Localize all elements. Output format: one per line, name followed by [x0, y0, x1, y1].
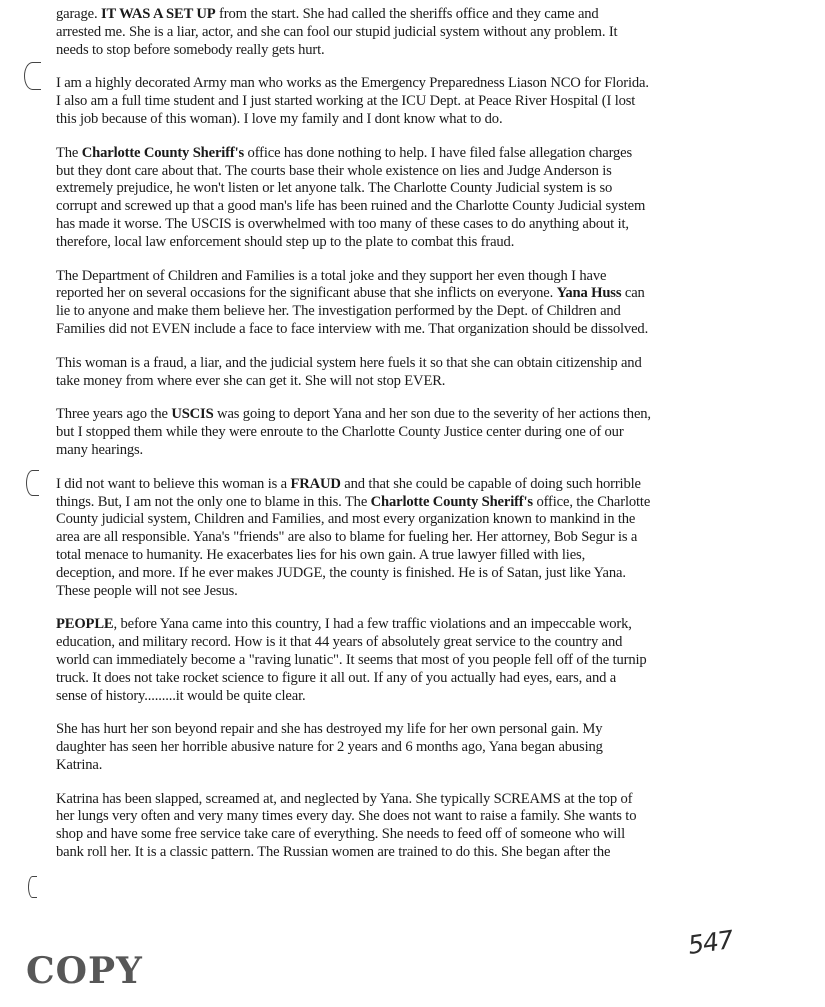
text-line: things. But, I am not the only one to blame in this. The Charlotte County Sheriff's office, the Charlotte: [56, 493, 651, 510]
text-line: her lungs very often and very many times every day. She does not want to raise a family. She wants to: [56, 808, 637, 825]
text-line: world can immediately become a "raving lunatic". It seems that most of you people fell off of the turnip: [56, 651, 647, 668]
text-line: Three years ago the USCIS was going to deport Yana and her son due to the severity of her actions then,: [56, 406, 651, 423]
paragraph: [56, 75, 716, 128]
text-line: This woman is a fraud, a liar, and the judicial system here fuels it so that she can obtain citizenship and: [56, 354, 642, 371]
text-line: The Charlotte County Sheriff's office has done nothing to help. I have filed false allegation charges: [56, 144, 633, 161]
text-line: but I stopped them while they were enroute to the Charlotte County Justice center during one of our: [56, 424, 624, 441]
letter-body: [56, 6, 716, 878]
text-line: shop and have some free service take care of everything. She needs to feed off of someone who will: [56, 826, 625, 843]
text-line: These people will not see Jesus.: [56, 582, 238, 599]
text-line: but they dont care about that. The courts base their whole existence on lies and Judge Anderson is: [56, 162, 612, 179]
text-line: She has hurt her son beyond repair and she has destroyed my life for her own personal gain. My: [56, 721, 603, 738]
punch-hole-mark: [24, 62, 41, 90]
text-line: I did not want to believe this woman is a FRAUD and that she could be capable of doing such horrible: [56, 475, 641, 492]
paragraph: [56, 406, 716, 459]
punch-hole-mark: [26, 470, 39, 496]
paragraph: [56, 721, 716, 774]
text-line: Katrina has been slapped, screamed at, and neglected by Yana. She typically SCREAMS at the top of: [56, 790, 633, 807]
text-line: therefore, local law enforcement should step up to the plate to combat this fraud.: [56, 233, 515, 250]
text-line: The Department of Children and Families is a total joke and they support her even though I have: [56, 267, 607, 284]
text-line: lie to anyone and make them believe her. The investigation performed by the Dept. of Children and: [56, 303, 621, 320]
paragraph: [56, 268, 716, 339]
punch-hole-mark: [28, 876, 37, 898]
text-line: I am a highly decorated Army man who works as the Emergency Preparedness Liason NCO for Florida.: [56, 75, 649, 92]
paragraph: [56, 355, 716, 391]
text-line: PEOPLE, before Yana came into this country, I had a few traffic violations and an impeccable work,: [56, 616, 632, 633]
text-line: Families did not EVEN include a face to face interview with me. That organization should be dissolved.: [56, 320, 649, 337]
paragraph: [56, 145, 716, 252]
text-line: this job because of this woman). I love my family and I dont know what to do.: [56, 110, 503, 127]
text-line: deception, and more. If he ever makes JUDGE, the county is finished. He is of Satan, just like Yana.: [56, 564, 626, 581]
copy-stamp: COPY: [26, 950, 143, 992]
text-line: truck. It does not take rocket science to figure it all out. If any of you actually had eyes, ears, and a: [56, 669, 617, 686]
text-line: education, and military record. How is it that 44 years of absolutely great service to the country and: [56, 634, 623, 651]
text-line: bank roll her. It is a classic pattern. The Russian women are trained to do this. She began after the: [56, 844, 611, 861]
text-line: extremely prejudice, he won't listen or let anyone talk. The Charlotte County Judicial system is so: [56, 180, 613, 197]
paragraph: [56, 476, 716, 601]
paragraph: [56, 616, 716, 705]
text-line: needs to stop before somebody really gets hurt.: [56, 41, 325, 58]
text-line: Katrina.: [56, 756, 103, 773]
text-line: I also am a full time student and I just started working at the ICU Dept. at Peace River Hospital (I lost: [56, 93, 636, 110]
text-line: reported her on several occasions for the significant abuse that she inflicts on everyone. Yana Huss can: [56, 285, 645, 302]
text-line: take money from where ever she can get it. She will not stop EVER.: [56, 372, 446, 389]
text-line: daughter has seen her horrible abusive nature for 2 years and 6 months ago, Yana began abusing: [56, 739, 603, 756]
text-line: corrupt and screwed up that a good man's life has been ruined and the Charlotte County Judicial system: [56, 198, 646, 215]
handwritten-page-number: 547: [686, 925, 735, 960]
text-line: garage. IT WAS A SET UP from the start. She had called the sheriffs office and they came and: [56, 6, 599, 22]
text-line: area are all responsible. Yana's "friends" are also to blame for fueling her. Her attorney, Bob Segur is a: [56, 529, 638, 546]
text-line: has made it worse. The USCIS is overwhelmed with too many of these cases to do anything about it,: [56, 215, 629, 232]
text-line: sense of history.........it would be quite clear.: [56, 687, 306, 704]
text-line: many hearings.: [56, 441, 144, 458]
paragraph: [56, 791, 716, 862]
paragraph: [56, 6, 716, 59]
text-line: County judicial system, Children and Families, and most every organization known to mankind in the: [56, 511, 636, 528]
text-line: total menace to humanity. He exacerbates lies for his own gain. A true lawyer filled with lies,: [56, 546, 586, 563]
text-line: arrested me. She is a liar, actor, and she can fool our stupid judicial system without any problem. It: [56, 23, 618, 40]
